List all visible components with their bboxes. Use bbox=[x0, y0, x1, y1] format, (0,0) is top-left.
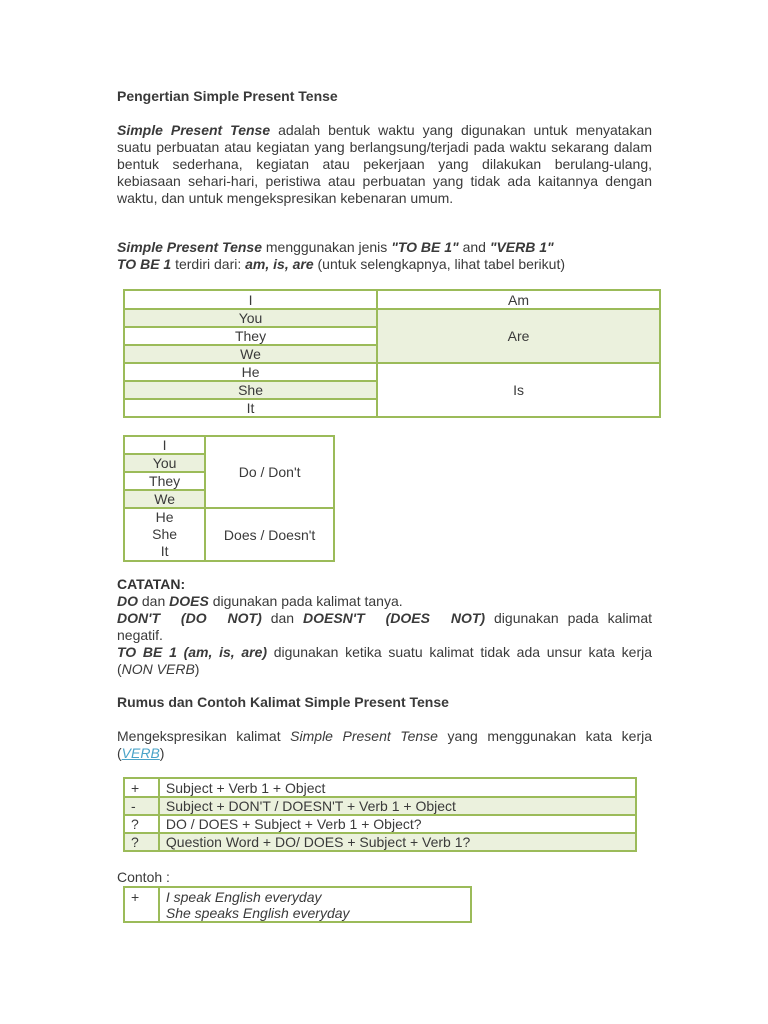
example-sentence: She speaks English everyday bbox=[165, 905, 350, 921]
formula-text: Subject + DON'T / DOESN'T + Verb 1 + Object bbox=[159, 797, 636, 815]
note-nonverb: NON VERB bbox=[121, 661, 195, 677]
usage-tobe: "TO BE 1" bbox=[391, 239, 459, 255]
note-close: ) bbox=[194, 661, 200, 677]
note-does: DOES bbox=[169, 593, 209, 609]
section-title: Rumus dan Contoh Kalimat Simple Present Tense bbox=[117, 694, 449, 710]
pronoun-cell: It bbox=[124, 399, 377, 417]
intro-paragraph bbox=[117, 728, 652, 762]
formula-row bbox=[124, 797, 636, 815]
tobe-forms: am, is, are bbox=[245, 256, 314, 272]
formula-text: DO / DOES + Subject + Verb 1 + Object? bbox=[159, 815, 636, 833]
formula-table bbox=[123, 777, 637, 852]
intro-text: Mengekspresikan kalimat bbox=[117, 728, 281, 744]
tobe-text: terdiri dari: bbox=[175, 256, 242, 272]
formula-symbol: + bbox=[124, 778, 159, 797]
pronoun-cell: You bbox=[124, 309, 377, 327]
note-dan: dan bbox=[270, 610, 295, 626]
note-2 bbox=[117, 610, 652, 644]
formula-symbol: - bbox=[124, 797, 159, 815]
definition-text: adalah bentuk waktu yang digunakan untuk menyatakan suatu perbuatan atau kegiatan yang berlangsung/terjadi pada waktu sekarang dalam bentuk sederhana, kegiatan atau pekerjaan yang dilakukan berulang-ulang, kebiasaan sehari-hari, peristiwa atau perbuatan yang tidak ada kaitannya dengan waktu, dan untuk mengekspresikan kebenaran umum. bbox=[117, 122, 653, 206]
formula-text: Question Word + DO/ DOES + Subject + Verb 1? bbox=[159, 833, 636, 851]
form-cell: Is bbox=[377, 363, 660, 417]
definition-paragraph bbox=[117, 122, 652, 207]
does-form-cell: Does / Doesn't bbox=[205, 508, 334, 561]
note-tobe: TO BE 1 (am, is, are) bbox=[117, 644, 268, 660]
example-table bbox=[123, 886, 472, 923]
definition-term: Simple Present Tense bbox=[117, 122, 271, 138]
note-text: digunakan ketika suatu kalimat tidak ada unsur kata kerja ( bbox=[117, 644, 653, 677]
note-1 bbox=[117, 593, 652, 610]
intro-term: Simple Present Tense bbox=[290, 728, 438, 744]
usage-and: and bbox=[462, 239, 486, 255]
form-cell: Am bbox=[377, 290, 660, 309]
note-text: digunakan pada kalimat negatif. bbox=[117, 610, 652, 643]
formula-row bbox=[124, 833, 636, 851]
note-text: digunakan pada kalimat tanya. bbox=[212, 593, 403, 609]
pronoun-cell: He bbox=[124, 363, 377, 381]
note-dont: DON'T (DO NOT) bbox=[117, 610, 262, 626]
tobe-note: (untuk selengkapnya, lihat tabel berikut) bbox=[317, 256, 565, 272]
pronoun: It bbox=[160, 543, 169, 559]
verb-link[interactable]: VERB bbox=[121, 745, 160, 761]
usage-term: Simple Present Tense bbox=[117, 239, 262, 255]
usage-verb: "VERB 1" bbox=[489, 239, 554, 255]
pronoun-cell: We bbox=[124, 345, 377, 363]
do-form-cell: Do / Don't bbox=[205, 436, 334, 508]
pronoun-cell: We bbox=[124, 490, 205, 508]
pronoun-cell: She bbox=[124, 381, 377, 399]
formula-text: Subject + Verb 1 + Object bbox=[159, 778, 636, 797]
pronoun-cell: I bbox=[124, 436, 205, 454]
formula-symbol: ? bbox=[124, 815, 159, 833]
formula-row bbox=[124, 778, 636, 797]
pronoun-cell: They bbox=[124, 327, 377, 345]
intro-close: ) bbox=[159, 745, 165, 761]
form-cell: Are bbox=[377, 309, 660, 363]
example-sentence: I speak English everyday bbox=[165, 889, 322, 905]
note-doesnt: DOESN'T (DOES NOT) bbox=[302, 610, 486, 626]
pronoun: He bbox=[155, 509, 174, 525]
pronoun-group-cell bbox=[124, 508, 205, 561]
pronoun-cell: I bbox=[124, 290, 377, 309]
pronoun: She bbox=[152, 526, 178, 542]
pronoun-cell: They bbox=[124, 472, 205, 490]
usage-text: menggunakan jenis bbox=[265, 239, 388, 255]
formula-symbol: ? bbox=[124, 833, 159, 851]
page-title: Pengertian Simple Present Tense bbox=[117, 88, 338, 104]
tobe-table bbox=[123, 289, 661, 418]
note-do: DO bbox=[117, 593, 138, 609]
example-label: Contoh : bbox=[117, 869, 170, 885]
example-sentences bbox=[159, 887, 471, 922]
example-symbol: + bbox=[124, 887, 159, 922]
note-3 bbox=[117, 644, 652, 678]
usage-line-2 bbox=[117, 256, 677, 273]
do-table bbox=[123, 435, 335, 562]
intro-text-2: yang menggunakan kata kerja ( bbox=[117, 728, 652, 761]
formula-row bbox=[124, 815, 636, 833]
tobe-label: TO BE 1 bbox=[117, 256, 172, 272]
note-dan: dan bbox=[141, 593, 166, 609]
notes-heading: CATATAN: bbox=[117, 576, 186, 592]
pronoun-cell: You bbox=[124, 454, 205, 472]
usage-line-1 bbox=[117, 239, 677, 256]
